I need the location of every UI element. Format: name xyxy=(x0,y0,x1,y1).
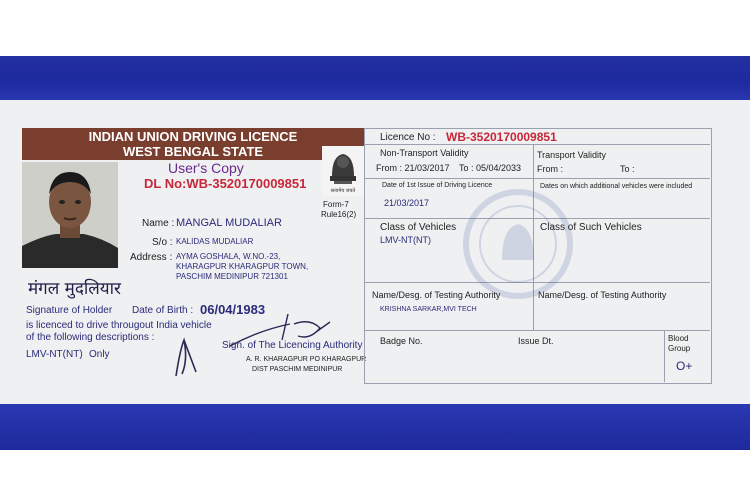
licence-no-value: WB-3520170009851 xyxy=(446,130,557,144)
dl-number: DL No:WB-3520170009851 xyxy=(144,176,307,191)
dob-label: Date of Birth : xyxy=(132,305,194,316)
badge-no-label: Badge No. xyxy=(380,336,423,346)
transport-from: From : xyxy=(537,164,563,174)
additional-vehicles-label: Dates on which additional vehicles were included xyxy=(540,183,693,190)
svg-text:सत्यमेव जयते: सत्यमेव जयते xyxy=(330,188,356,194)
testing-authority-value: KRISHNA SARKAR,MVI TECH xyxy=(380,306,477,313)
licence-title: INDIAN UNION DRIVING LICENCE xyxy=(88,129,298,144)
first-issue-label: Date of 1st Issue of Driving Licence xyxy=(382,182,493,189)
class-of-vehicles-value: LMV-NT(NT) xyxy=(380,235,431,245)
non-transport-from: From : 21/03/2017 xyxy=(376,163,450,173)
dob-value: 06/04/1983 xyxy=(200,302,266,317)
licenced-line-2: of the following descriptions : xyxy=(26,332,155,343)
vehicle-class: LMV-NT(NT) xyxy=(26,349,83,360)
row-divider-5 xyxy=(364,330,710,331)
bottom-blue-surface xyxy=(0,404,750,450)
form-label: Form-7 xyxy=(323,200,349,209)
holder-photo-image xyxy=(22,162,118,268)
authority-line-1: A. R. KHARAGPUR PO KHARAGPUR xyxy=(246,356,367,363)
name-label: Name : xyxy=(142,218,175,229)
holder-signature: मंगल मुदलियार xyxy=(28,279,122,299)
blood-group-label: Blood Group xyxy=(668,334,691,353)
holder-name: MANGAL MUDALIAR xyxy=(176,217,282,229)
row-divider-2 xyxy=(364,178,710,179)
blood-group-divider xyxy=(664,330,665,382)
father-name: KALIDAS MUDALIAR xyxy=(176,237,254,246)
top-blue-surface xyxy=(0,56,750,100)
watermark-emblem-icon xyxy=(462,188,574,300)
authority-label: Sign. of The Licencing Authority xyxy=(222,340,363,351)
first-issue-value: 21/03/2017 xyxy=(384,198,430,208)
bottom-background xyxy=(0,450,750,500)
transport-validity-label: Transport Validity xyxy=(537,150,607,160)
authority-signature xyxy=(170,310,343,382)
so-label: S/o : xyxy=(152,237,173,248)
non-transport-to: To : 05/04/2033 xyxy=(459,163,522,173)
authority-line-2: DIST PASCHIM MEDINIPUR xyxy=(252,366,343,373)
licenced-line-1: is licenced to drive througout India vehicle xyxy=(26,320,212,331)
blood-group-value: O+ xyxy=(676,359,693,373)
address-label: Address : xyxy=(130,252,173,263)
issue-date-label: Issue Dt. xyxy=(518,336,554,346)
top-background xyxy=(0,0,750,56)
state-emblem-icon xyxy=(322,146,364,196)
address-line-2: KHARAGPUR KHARAGPUR TOWN, xyxy=(176,262,309,271)
non-transport-validity-label: Non-Transport Validity xyxy=(380,148,469,158)
holder-photo xyxy=(22,162,118,268)
state-title: WEST BENGAL STATE xyxy=(122,144,264,159)
testing-authority-label: Name/Desg. of Testing Authority xyxy=(372,290,501,300)
copy-label: User's Copy xyxy=(168,160,244,176)
testing-authority-label-2: Name/Desg. of Testing Authority xyxy=(538,290,667,300)
class-of-such-vehicles-label: Class of Such Vehicles xyxy=(540,222,642,233)
signature-holder-label: Signature of Holder xyxy=(26,305,113,316)
address-line-1: AYMA GOSHALA, W.NO.-23, xyxy=(176,252,281,261)
address-line-3: PASCHIM MEDINIPUR 721301 xyxy=(176,272,288,281)
transport-to: To : xyxy=(620,164,635,174)
vehicle-only: Only xyxy=(89,349,110,360)
rule-label: Rule16(2) xyxy=(321,210,357,219)
row-divider-1 xyxy=(364,144,710,145)
panel-divider xyxy=(364,128,365,384)
class-of-vehicles-label: Class of Vehicles xyxy=(380,222,457,233)
licence-no-label: Licence No : xyxy=(380,132,436,143)
